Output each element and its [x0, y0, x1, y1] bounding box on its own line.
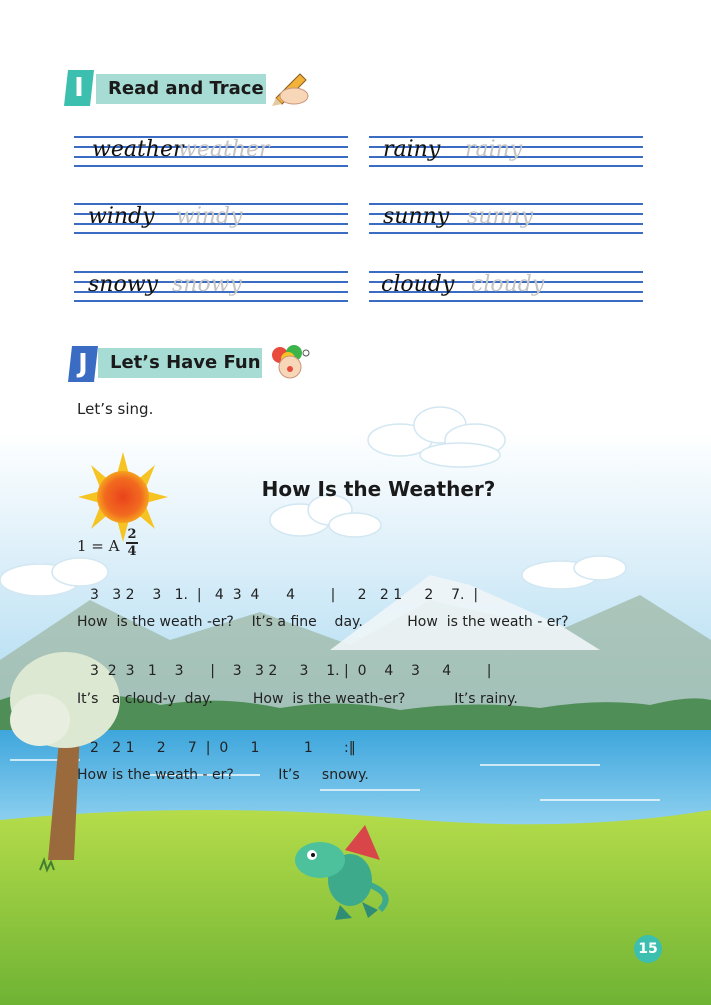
clown-face-icon — [268, 345, 312, 381]
time-signature-top: 2 — [127, 527, 137, 542]
trace-row-weather — [74, 136, 348, 166]
trace-rainy: rainy — [465, 137, 523, 162]
lyrics-row-1: How is the weath -er? It’s a fine day. How is the weath - er? — [77, 614, 569, 630]
trace-snowy: snowy — [172, 272, 242, 297]
trace-row-windy — [74, 203, 348, 233]
section-j-letter: J — [78, 349, 88, 379]
trace-cloudy: cloudy — [471, 272, 545, 297]
lyrics-row-2: It’s a cloud-y day. How is the weath-er? It’s rainy. — [77, 691, 518, 707]
notes-row-1: 3 3 2 3 1. | 4 3 4 4 | 2 2 1 2 7. | — [90, 587, 479, 603]
word-snowy: snowy — [88, 272, 158, 297]
notes-row-2: 3 2 3 1 3 | 3 3 2 3 1. | 0 4 3 4 | — [90, 663, 492, 679]
trace-sunny: sunny — [467, 204, 534, 229]
word-sunny: sunny — [383, 204, 450, 229]
trace-windy: windy — [176, 204, 243, 229]
trace-row-rainy — [369, 136, 643, 166]
time-signature — [126, 528, 138, 558]
word-windy: windy — [88, 204, 155, 229]
word-rainy: rainy — [383, 137, 441, 162]
trace-weather: weather — [178, 137, 270, 162]
key-signature: 1 = A — [77, 537, 120, 555]
page-number: 15 — [634, 935, 662, 963]
word-cloudy: cloudy — [381, 272, 455, 297]
pencil-hand-icon — [270, 68, 314, 106]
word-weather: weather — [92, 137, 184, 162]
notes-row-3: 2 2 1 2 7 | 0 1 1 :‖ — [90, 740, 356, 756]
trace-row-sunny — [369, 203, 643, 233]
section-i-title: Read and Trace — [96, 74, 266, 104]
time-signature-bottom: 4 — [127, 543, 137, 559]
section-j-title: Let’s Have Fun — [98, 348, 262, 378]
section-i-letter: I — [74, 73, 84, 103]
instruction-text: Let’s sing. — [77, 400, 154, 418]
trace-row-cloudy — [369, 271, 643, 301]
trace-row-snowy — [74, 271, 348, 301]
lyrics-row-3: How is the weath - er? It’s snowy. — [77, 767, 369, 783]
song-title: How Is the Weather? — [261, 477, 496, 501]
